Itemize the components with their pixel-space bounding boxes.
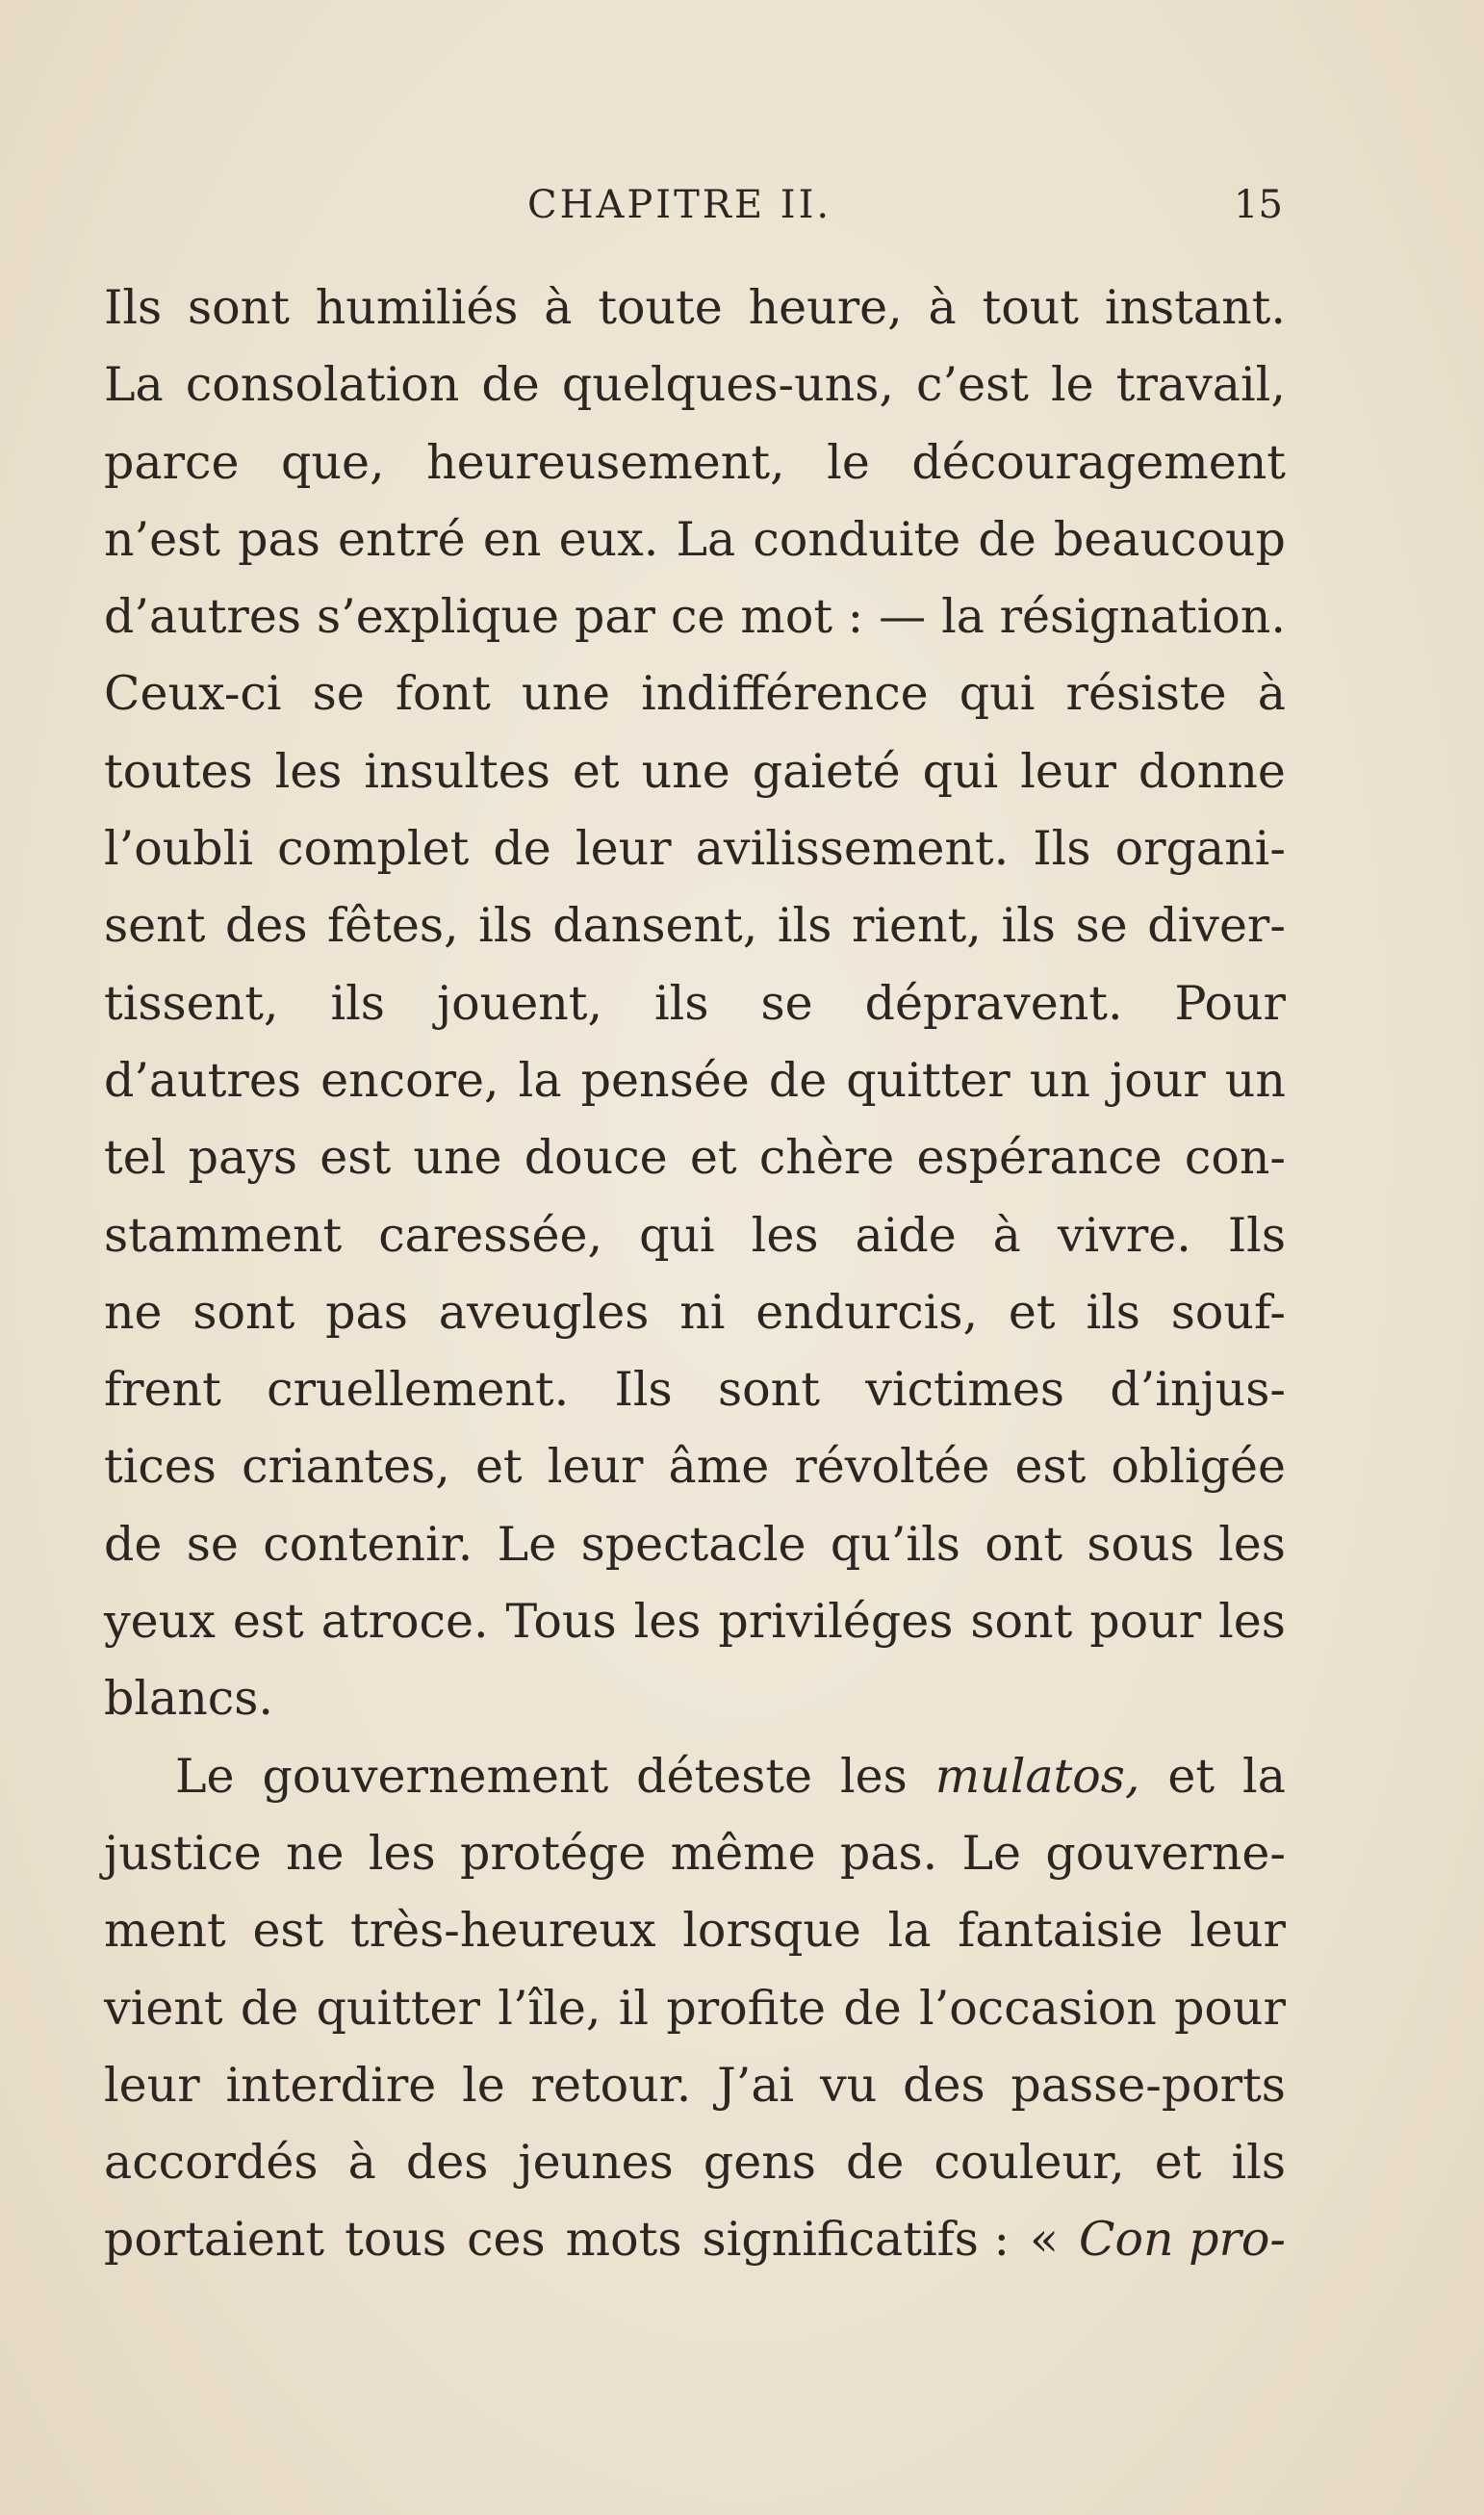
word: Ils [1227,1207,1286,1263]
word: la [518,1052,562,1108]
word: ils [654,975,709,1031]
word: eux. [558,511,659,567]
word: gouverne- [1045,1825,1286,1881]
running-head [0,183,1484,241]
word: ce [670,589,726,645]
word: une [641,743,730,799]
word: et [689,1130,737,1186]
text-line [104,1583,1286,1660]
text-line [104,1274,1286,1351]
word: d’autres [104,589,301,645]
word: blancs. [104,1671,273,1727]
paragraph [104,1738,1286,2279]
word: chère [758,1130,895,1186]
word: atroce. [320,1594,489,1650]
word: douce [524,1130,668,1186]
word: dépravent. [864,975,1123,1031]
word: ment [104,1903,226,1959]
word: toute [598,280,723,335]
word: aide [855,1207,957,1263]
word: ne [286,1825,345,1881]
word: un [1224,1052,1286,1108]
word: souf- [1170,1284,1286,1340]
word: résiste [1065,666,1227,722]
word: tel [104,1130,166,1186]
word: les [633,1594,702,1650]
word: ni [679,1284,726,1340]
word: qu’ils [830,1516,960,1572]
word: ont [985,1516,1063,1572]
word: la [1242,1748,1286,1804]
word: encore, [320,1052,499,1108]
word: que, [281,434,385,490]
word: ne [104,1284,163,1340]
word: vivre. [1057,1207,1191,1263]
word: espérance [916,1130,1163,1186]
word: con- [1184,1130,1286,1186]
word: sont [970,1594,1073,1650]
word: couleur, [934,2135,1125,2191]
word: beaucoup [1053,511,1286,567]
word: l’occasion [919,1980,1157,2036]
word: sent [104,898,206,954]
text-line [104,346,1286,423]
word: Ils [1033,821,1091,877]
word: à [928,280,957,335]
word: J’ai [717,2057,795,2113]
word: toutes [104,743,253,799]
page-number: 15 [1234,183,1283,227]
word: complet [277,821,470,877]
word: heure, [748,280,903,335]
word: l’île, [498,1980,601,2036]
word: fêtes, [327,898,459,954]
word: il [618,1980,650,2036]
word: Le [175,1748,235,1804]
word: protége [459,1825,647,1881]
word: de [481,357,540,413]
word: la [887,1903,932,1959]
text-line [104,1506,1286,1583]
word: aveugles [438,1284,650,1340]
word: organi- [1114,821,1286,877]
word: âme [668,1439,770,1495]
text-line [104,269,1286,346]
word: ils [1001,898,1056,954]
word: portaient [104,2212,325,2268]
word: de [843,1980,902,2036]
word: significatifs : [702,2212,1010,2268]
word: font [395,666,491,722]
word: de [768,1052,828,1108]
text-line [104,1892,1286,1969]
word: jouent, [436,975,603,1031]
text-line [104,1970,1286,2047]
word: en [482,511,542,567]
word: mot : [740,589,864,645]
word: les [368,1825,436,1881]
word: sont [192,1284,295,1340]
word: les [751,1207,819,1263]
word: leur [1020,743,1116,799]
word: La [104,357,164,413]
word: quitter [846,1052,1011,1108]
word: Ceux-ci [104,666,282,722]
word: consolation [185,357,460,413]
word: Ils [104,280,163,335]
word: « [1030,2212,1059,2268]
word: ces [467,2212,546,2268]
word: endurcis, [755,1284,979,1340]
word: les [1218,1516,1286,1572]
text-line [104,424,1286,501]
word: rient, [851,898,982,954]
word: gouvernement [262,1748,609,1804]
text-line [104,2047,1286,2124]
paragraph [104,269,1286,1738]
word: se [312,666,365,722]
word: passe-ports [1011,2057,1286,2113]
word: frent [104,1362,221,1418]
word: retour. [530,2057,692,2113]
word: pour [1089,1594,1202,1650]
word: tices [104,1439,217,1495]
body-text [104,269,1286,2279]
word: de [978,511,1036,567]
text-line [104,1351,1286,1428]
word: de [240,1980,299,2036]
word: priviléges [718,1594,954,1650]
word: est [1014,1439,1087,1495]
text-line [104,1197,1286,1274]
word: pas [238,511,320,567]
word: se [1075,898,1128,954]
word: interdire [225,2057,437,2113]
text-line [104,733,1286,810]
word: quelques-uns, [561,357,894,413]
word: à [544,280,573,335]
word: gaieté [752,743,901,799]
word: très-heureux [350,1903,656,1959]
word: le [827,434,870,490]
word: Le [497,1516,557,1572]
word: leur [1190,1903,1286,1959]
word: par [574,589,655,645]
word: profite [666,1980,827,2036]
text-line [104,2124,1286,2201]
word: contenir. [263,1516,473,1572]
word: pensée [580,1052,750,1108]
word: gens [703,2135,816,2191]
word: qui [922,743,999,799]
word: se [760,975,813,1031]
word: et [1154,2135,1202,2191]
word: les [1218,1594,1286,1650]
word: et [474,1439,523,1495]
word: à [1257,666,1286,722]
word: déteste [636,1748,813,1804]
word: ils [1086,1284,1140,1340]
word: Tous [505,1594,617,1650]
word: mots [565,2212,682,2268]
word: c’est [916,357,1029,413]
word: criantes, [242,1439,450,1495]
word: obligée [1111,1439,1286,1495]
word: instant. [1104,280,1286,335]
word: quitter [316,1980,480,2036]
word: diver- [1147,898,1286,954]
word: une [521,666,611,722]
word: Ils [614,1362,673,1418]
word: lorsque [682,1903,861,1959]
word: découragement [911,434,1286,490]
word: de [104,1516,163,1572]
word: pour [1174,1980,1286,2036]
text-line [104,810,1286,887]
word: insultes [364,743,550,799]
word: de [493,821,551,877]
word: s’explique [316,589,559,645]
word: pas [325,1284,408,1340]
word: même [670,1825,816,1881]
text-line [104,578,1286,655]
word: les [274,743,343,799]
word: indifférence [641,666,929,722]
text-line [104,1815,1286,1892]
word: — [879,589,927,645]
word: l’oubli [104,821,254,877]
word: le [1051,357,1094,413]
text-line [104,2201,1286,2278]
word: Con pro- [1079,2212,1286,2268]
word: entré [338,511,466,567]
word: conduite [753,511,961,567]
word: heureusement, [426,434,785,490]
text-line [104,1738,1286,1815]
word: leur [104,2057,200,2113]
word: ils [1231,2135,1286,2191]
word: stamment [104,1207,343,1263]
chapter-title: CHAPITRE II. [527,183,832,227]
word: est [252,1903,324,1959]
word: Le [961,1825,1022,1881]
word: fantaisie [958,1903,1164,1959]
word: d’injus- [1110,1362,1286,1418]
word: ils [330,975,385,1031]
word: n’est [104,511,220,567]
word: accordés [104,2135,319,2191]
word: ils [777,898,832,954]
word: parce [104,434,240,490]
word: La [676,511,736,567]
word: de [845,2135,905,2191]
word: sont [188,280,290,335]
word: à [992,1207,1021,1263]
word: est [232,1594,304,1650]
word: leur [575,821,672,877]
word: et [1167,1748,1215,1804]
word: à [347,2135,376,2191]
word: vient [104,1980,223,2036]
word: justice [104,1825,262,1881]
word: jeunes [518,2135,674,2191]
word: dansent, [552,898,758,954]
text-line [104,1042,1286,1119]
word: vu [820,2057,878,2113]
word: caressée, [378,1207,603,1263]
word: et [1008,1284,1056,1340]
text-line [104,965,1286,1042]
word: victimes [865,1362,1064,1418]
word: des [405,2135,489,2191]
word: yeux [104,1594,216,1650]
word: tous [345,2212,448,2268]
word: une [413,1130,502,1186]
word: avilissement. [695,821,1010,877]
word: les [839,1748,908,1804]
word: la résignation. [941,589,1286,645]
word: se [186,1516,239,1572]
word: tissent, [104,975,279,1031]
word: donne [1138,743,1286,799]
word: des [224,898,308,954]
word: révoltée [794,1439,990,1495]
text-line [104,1428,1286,1505]
word: est [320,1130,392,1186]
word: ils [478,898,533,954]
word: sous [1087,1516,1194,1572]
word: Pour [1174,975,1286,1031]
word: mulatos, [934,1748,1140,1804]
word: tout [982,280,1079,335]
word: un [1029,1052,1090,1108]
word: qui [639,1207,715,1263]
word: qui [959,666,1036,722]
word: sont [718,1362,820,1418]
word: cruellement. [267,1362,570,1418]
word: spectacle [580,1516,806,1572]
text-line [104,1119,1286,1196]
word: des [903,2057,985,2113]
text-line [104,887,1286,964]
word: pas. [839,1825,938,1881]
word: jour [1110,1052,1206,1108]
word: leur [547,1439,644,1495]
word: d’autres [104,1052,301,1108]
word: et [572,743,620,799]
text-line [104,501,1286,578]
word: travail, [1115,357,1286,413]
word: pays [188,1130,298,1186]
word: humiliés [315,280,519,335]
text-line [104,1660,1286,1737]
word: le [462,2057,505,2113]
text-line [104,655,1286,732]
